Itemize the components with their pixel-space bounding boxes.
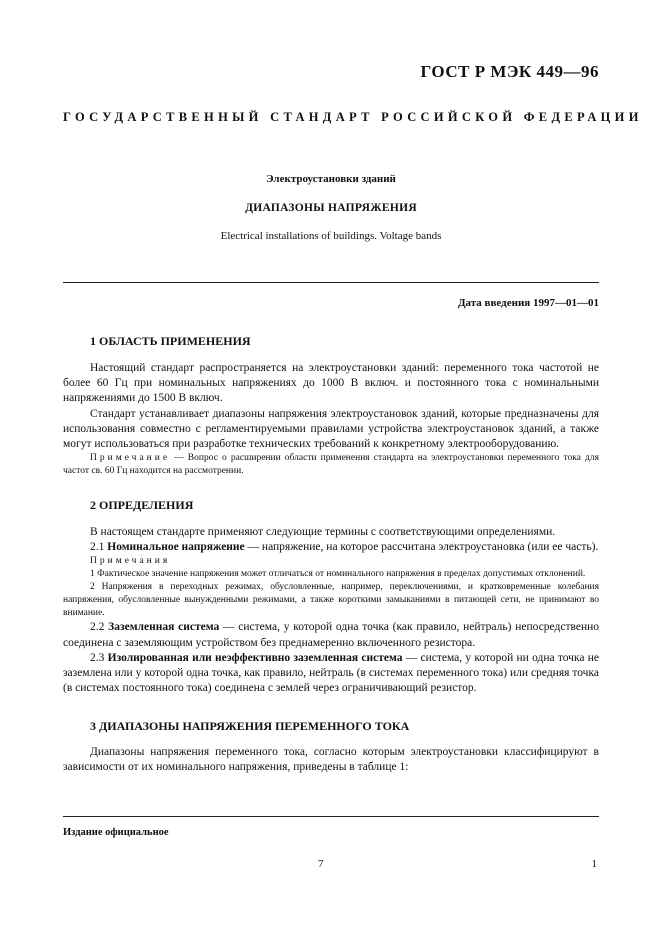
- document-subtitle: Электроустановки зданий: [266, 173, 396, 185]
- page-number-center: 7: [318, 858, 324, 870]
- english-title: Electrical installations of buildings. Voltage bands: [220, 230, 442, 242]
- section1-heading: 1 ОБЛАСТЬ ПРИМЕНЕНИЯ: [90, 334, 251, 348]
- state-standard-heading: ГОСУДАРСТВЕННЫЙ СТАНДАРТ РОССИЙСКОЙ ФЕДЕРАЦИИ: [63, 110, 643, 124]
- page-number-right: 1: [591, 858, 597, 870]
- definition-2-3: 2.3 Изолированная или неэффективно заземленная система — система, у которой ни одна точка не заземлена или у которой одна точка, как правило, нейтраль (в системах переменного тока) или средняя точка (в системах постоянного тока) соединена с землей через ограничивающий резистор.: [63, 651, 599, 695]
- note-1: 1 Фактическое значение напряжения может отличаться от номинального напряжения в пределах допустимых отклонений.: [90, 569, 586, 580]
- term-isolated-system: Изолированная или неэффективно заземленная система: [107, 651, 403, 664]
- section1-note: [63, 452, 599, 478]
- edition-label: Издание официальное: [63, 827, 169, 838]
- note-label: Примечание: [90, 453, 171, 464]
- section2-intro: В настоящем стандарте применяют следующие термины с соответствующими определениями.: [90, 526, 556, 538]
- section3-heading: 3 ДИАПАЗОНЫ НАПРЯЖЕНИЯ ПЕРЕМЕННОГО ТОКА: [90, 719, 410, 733]
- standard-code: ГОСТ Р МЭК 449—96: [420, 62, 599, 81]
- footer-divider: [63, 816, 599, 817]
- note-text: — Вопрос о расширении области применения стандарта на электроустановки переменного тока для частот св. 60 Гц находится на рассмотрении.: [63, 453, 599, 477]
- section2-heading: 2 ОПРЕДЕЛЕНИЯ: [90, 498, 194, 512]
- date-introduced: Дата введения 1997—01—01: [457, 297, 599, 309]
- definition-2-1: 2.1 Номинальное напряжение — напряжение, на которое рассчитана электроустановка (или ее часть).: [90, 541, 599, 554]
- term-earthed-system: Заземленная система: [108, 621, 220, 634]
- document-title: ДИАПАЗОНЫ НАПРЯЖЕНИЯ: [245, 202, 417, 214]
- title-divider: [63, 282, 599, 283]
- section1-para1: Настоящий стандарт распространяется на электроустановки зданий: переменного тока частотой не более 60 Гц при номинальных напряжениях до 1000 В включ. и постоянного тока с номинальными напряжениями до 1500 В включ.: [63, 362, 599, 405]
- section2-body: [63, 525, 599, 696]
- term-nominal-voltage: Номинальное напряжение: [107, 541, 245, 554]
- section3-body: [63, 745, 599, 775]
- section1-body: [63, 361, 599, 478]
- notes-label: Примечания: [90, 556, 171, 567]
- section1-para2: Стандарт устанавливает диапазоны напряжения электроустановок зданий, которые предназначены для использования совместно с регламентируемыми правилами устройства электроустановок зданий, а также могут использоваться при разработке технических требований к конкретному электрооборудованию.: [63, 407, 599, 451]
- section2-notes: [63, 555, 599, 620]
- section3-para1: Диапазоны напряжения переменного тока, согласно которым электроустановки классифицируют в зависимости от их номинального напряжения, приведены в таблице 1:: [63, 746, 599, 774]
- definition-2-2: 2.2 Заземленная система — система, у которой одна точка (как правило, нейтраль) непосредственно соединена с заземляющим устройством без преднамеренно включенного резистора.: [63, 621, 600, 649]
- note-2: 2 Напряжения в переходных режимах, обусловленные, например, переключениями, и кратковременные колебания напряжения, обусловленные вынужденными режимами, а также короткими замыканиями в питающей сети, не принимают во внимание.: [63, 582, 599, 619]
